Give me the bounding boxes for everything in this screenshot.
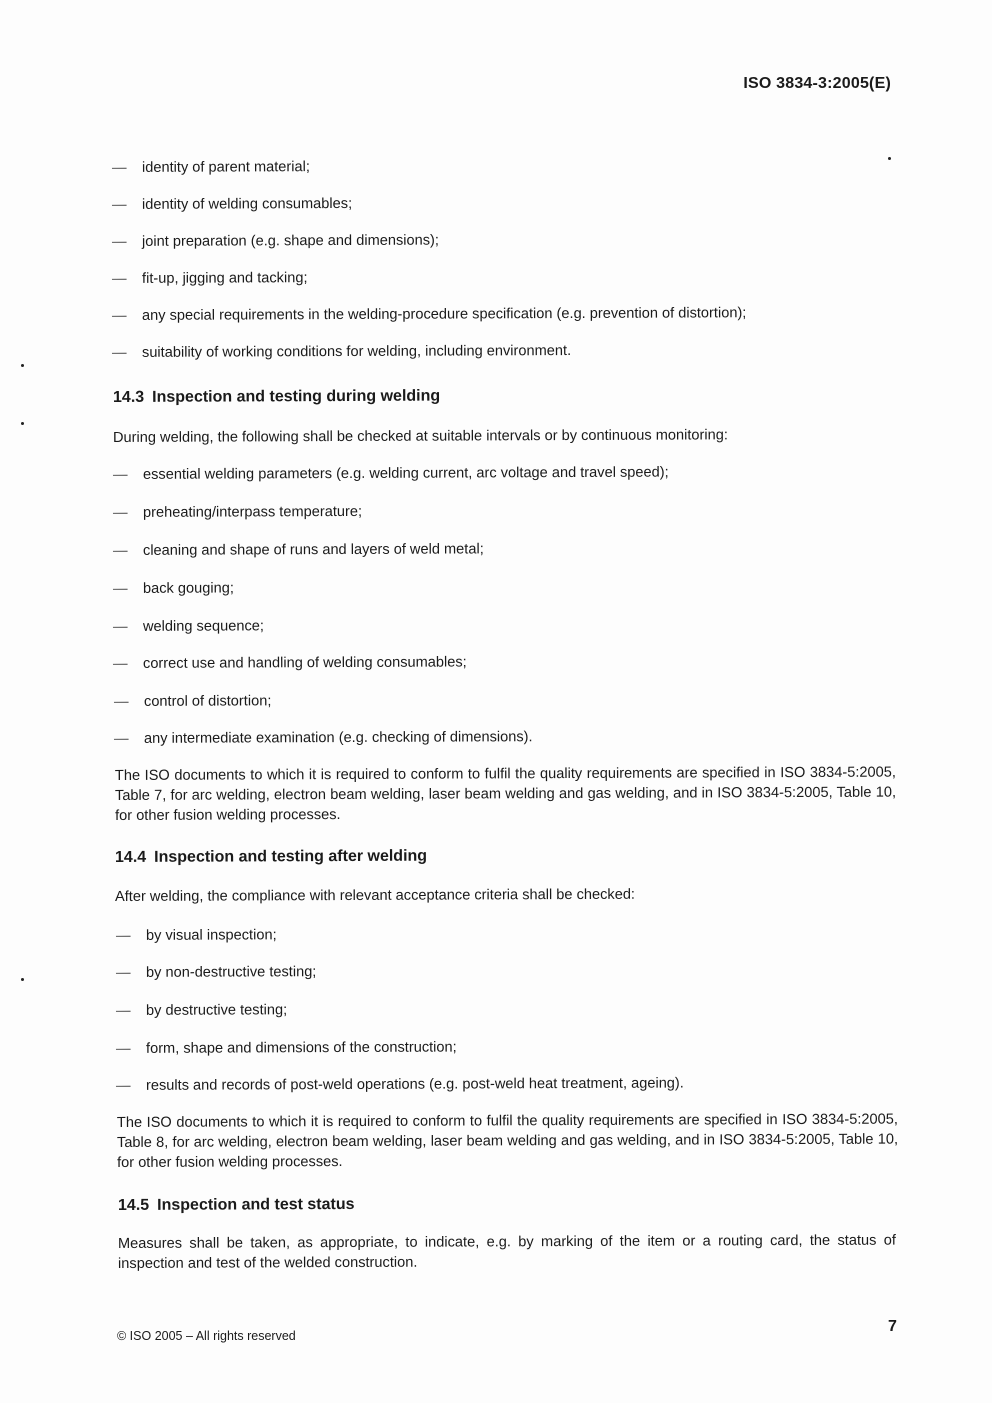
list-item-text: identity of parent material; [141,159,310,176]
document-id: ISO 3834-3:2005(E) [743,75,891,92]
dash-bullet: — [115,964,131,981]
dash-bullet: — [112,504,128,521]
list-item-text: any special requirements in the welding-procedure specification (e.g. prevention of distortion); [141,305,747,324]
list-item-text: any intermediate examination (e.g. checking of dimensions). [143,729,533,747]
dash-bullet: — [112,542,128,559]
scan-speck [21,978,24,981]
scan-speck [21,364,24,367]
dash-bullet: — [113,730,129,747]
list-item [114,729,533,747]
section-title: Inspection and testing after welding [154,847,428,866]
scan-speck [21,422,24,425]
dash-bullet: — [111,233,127,250]
list-item [112,305,746,324]
list-item [114,693,271,710]
dash-bullet: — [113,693,129,710]
list-item [116,927,277,944]
section-heading-14-4 [115,848,427,867]
dash-bullet: — [112,466,128,483]
list-item-text: by non-destructive testing; [145,964,317,981]
section-title: Inspection and testing during welding [152,387,441,406]
list-item-text: identity of welding consumables; [141,195,353,213]
section-closing-paragraph: The ISO documents to which it is required to conform to fulfil the quality requirements are specified in ISO 3834-5:2005, Table 7, for arc welding, electron beam welding, laser beam welding and gas welding, and in ISO 3834-5:2005, Table 10, for other fusion welding processes. [114,764,897,824]
copyright-notice: © ISO 2005 – All rights reserved [117,1329,296,1343]
dash-bullet: — [111,159,127,176]
list-item-text: by destructive testing; [145,1002,288,1019]
list-item-text: welding sequence; [142,618,264,635]
section-intro: During welding, the following shall be checked at suitable intervals or by continuous monitoring: [112,427,728,446]
list-item [113,504,362,521]
list-item-text: fit-up, jigging and tacking; [141,270,308,287]
dash-bullet: — [111,196,127,213]
list-item-text: cleaning and shape of runs and layers of weld metal; [142,541,484,559]
dash-bullet: — [112,655,128,672]
list-item [113,465,669,483]
list-item-text: correct use and handling of welding consumables; [142,654,467,672]
list-item-text: suitability of working conditions for welding, including environment. [141,342,572,361]
list-item [113,580,234,597]
list-item [113,541,484,559]
dash-bullet: — [115,1002,131,1019]
dash-bullet: — [111,344,127,361]
list-item [116,1040,457,1057]
page-number: 7 [888,1318,897,1335]
list-item-text: results and records of post-weld operations (e.g. post-weld heat treatment, ageing). [145,1075,684,1094]
section-title: Inspection and test status [157,1195,355,1214]
dash-bullet: — [111,307,127,324]
section-number: 14.4 [114,848,147,866]
list-item [116,964,316,981]
scan-speck [888,157,891,160]
list-item [116,1002,287,1019]
list-item [113,618,264,635]
list-item-text: form, shape and dimensions of the construction; [145,1039,457,1057]
list-item-text: preheating/interpass temperature; [142,503,363,521]
section-heading-14-3 [113,388,440,407]
dash-bullet: — [115,1040,131,1057]
list-item [113,654,467,672]
dash-bullet: — [111,270,127,287]
list-item-text: back gouging; [142,580,234,597]
list-item-text: control of distortion; [143,693,272,710]
dash-bullet: — [115,1077,131,1094]
list-item [112,196,352,213]
list-item-text: essential welding parameters (e.g. welding current, arc voltage and travel speed); [142,464,669,483]
list-item-text: by visual inspection; [145,927,277,944]
dash-bullet: — [115,927,131,944]
section-closing-paragraph: The ISO documents to which it is required to conform to fulfil the quality requirements are specified in ISO 3834-5:2005, Table 8, for arc welding, electron beam welding, laser beam welding and gas welding, and in ISO 3834-5:2005, Table 10, for other fusion welding processes. [116,1111,899,1171]
section-number: 14.3 [112,388,145,406]
dash-bullet: — [112,580,128,597]
list-item [112,343,571,361]
list-item [112,233,439,250]
section-body-paragraph: Measures shall be taken, as appropriate, to indicate, e.g. by marking of the item or a routing card, the status of inspection and test of the welded construction. [117,1232,896,1272]
list-item [116,1076,684,1094]
list-item [112,270,308,287]
section-intro: After welding, the compliance with relevant acceptance criteria shall be checked: [114,886,636,905]
dash-bullet: — [112,618,128,635]
section-number: 14.5 [117,1196,150,1214]
list-item [112,159,310,176]
list-item-text: joint preparation (e.g. shape and dimensions); [141,232,439,250]
section-heading-14-5 [118,1196,355,1215]
